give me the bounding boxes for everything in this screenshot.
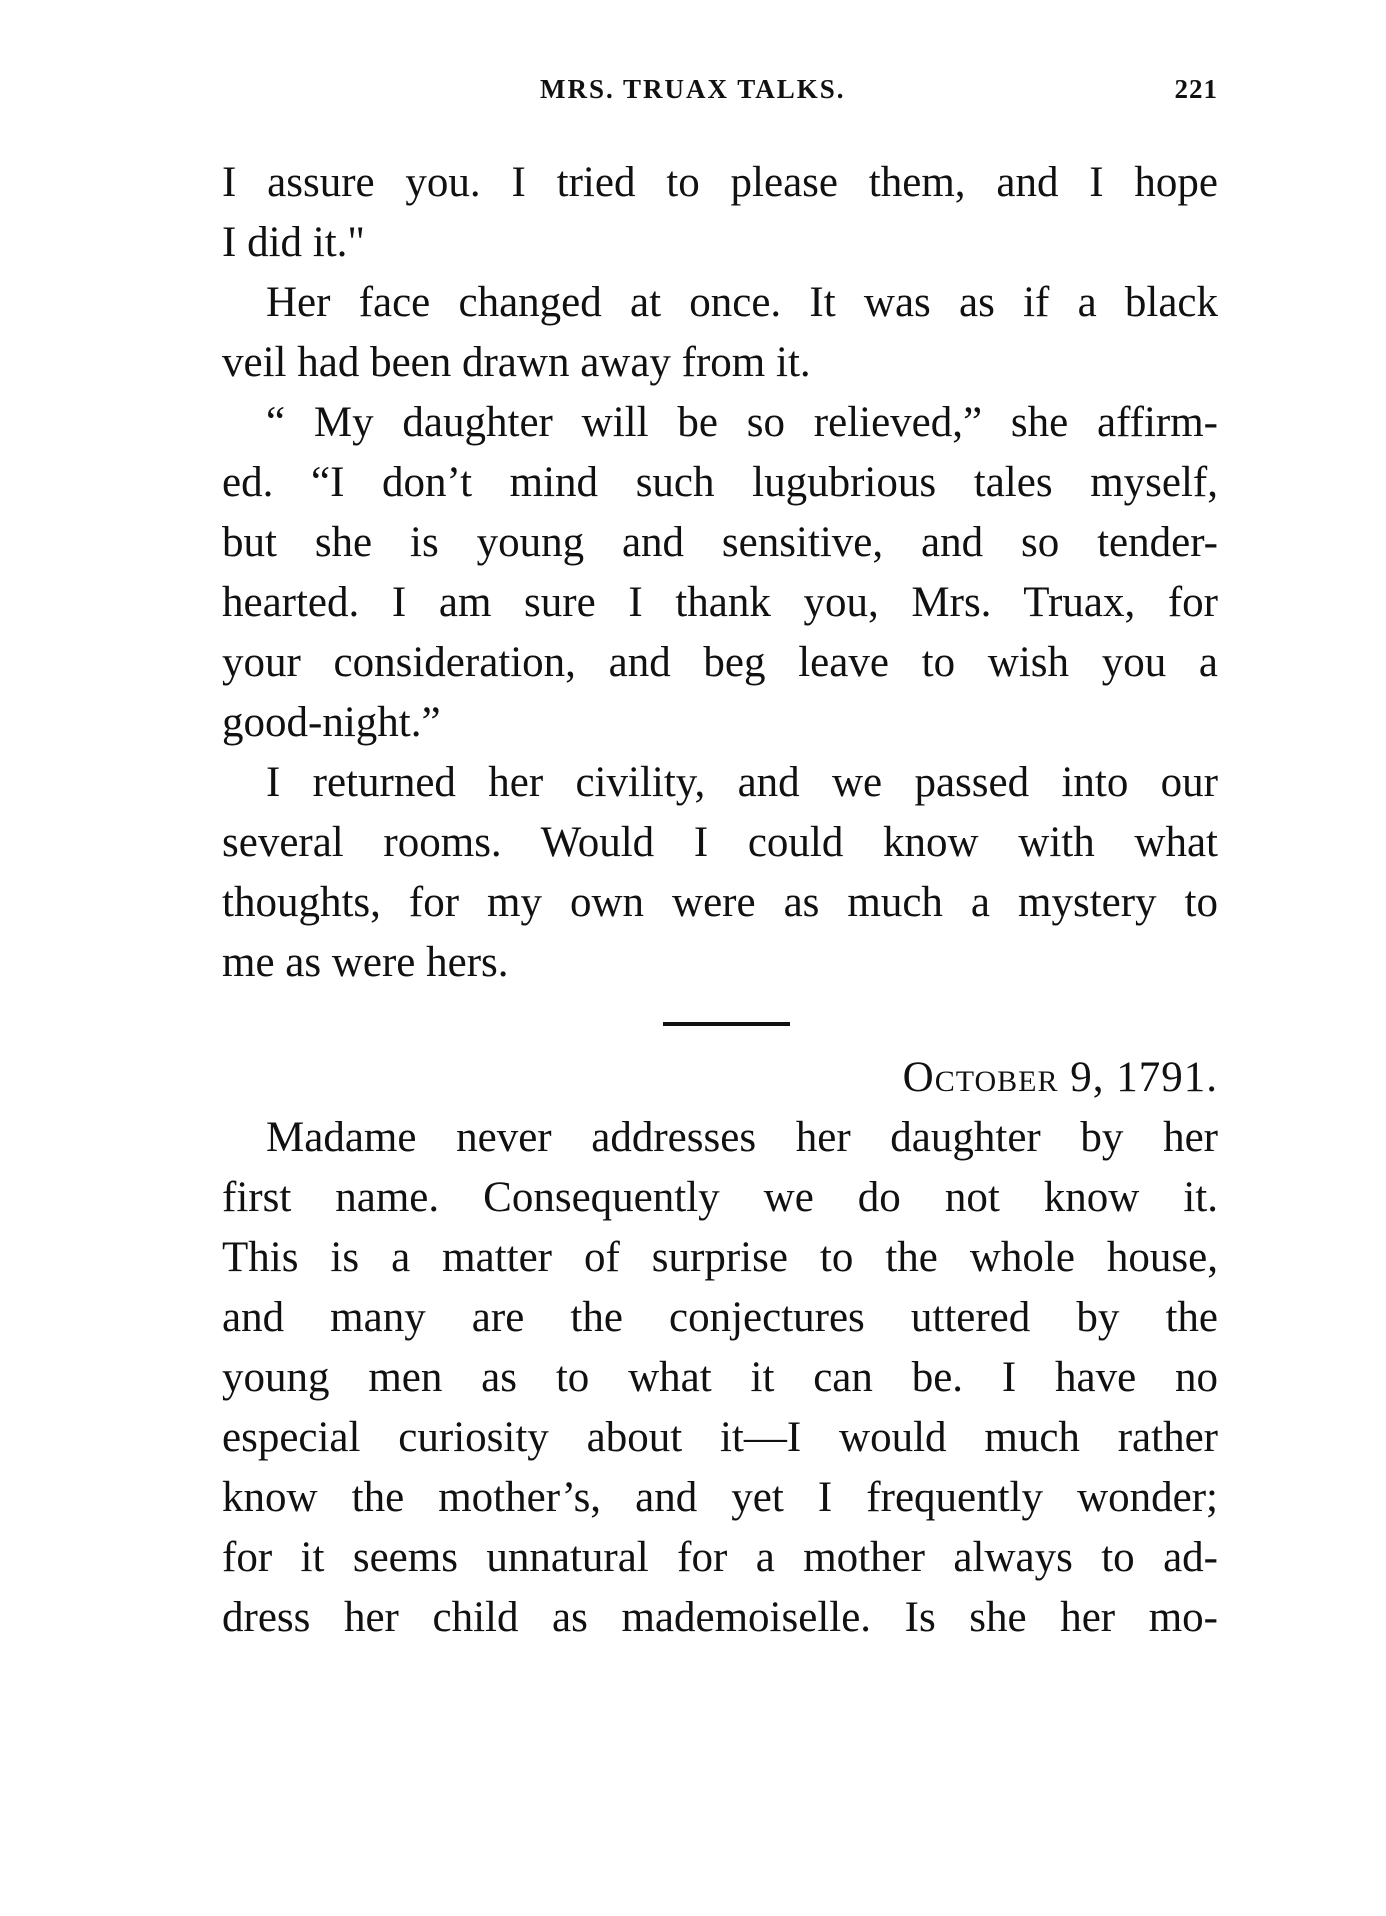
text-line: me as were hers.: [222, 939, 509, 986]
text-line: for it seems unnatural for a mother always to ad-: [222, 1534, 1218, 1581]
dateline: October 9, 1791.: [902, 1054, 1218, 1101]
text-line: thoughts, for my own were as much a mystery to: [222, 879, 1218, 926]
page-number: 221: [1174, 74, 1218, 104]
text-line: I assure you. I tried to please them, and I hope: [222, 159, 1218, 206]
text-line: but she is young and sensitive, and so tender-: [222, 519, 1218, 566]
running-title: MRS. TRUAX TALKS.: [540, 74, 846, 104]
running-head: [222, 74, 1218, 114]
paragraph-5: [222, 1108, 1218, 1648]
text-line: your consideration, and beg leave to wish you a: [222, 639, 1218, 686]
text-line: and many are the conjectures uttered by the: [222, 1294, 1218, 1341]
paragraph-2: [222, 273, 1218, 393]
text-line: dress her child as mademoiselle. Is she her mo-: [222, 1594, 1218, 1641]
text-line: especial curiosity about it—I would much rather: [222, 1414, 1218, 1461]
text-line: veil had been drawn away from it.: [222, 339, 811, 386]
section-divider: [663, 1022, 790, 1026]
text-line: I did it.": [222, 219, 365, 266]
text-line: “ My daughter will be so relieved,” she affirm-: [266, 399, 1218, 446]
text-line: several rooms. Would I could know with what: [222, 819, 1218, 866]
text-line: Madame never addresses her daughter by her: [266, 1114, 1218, 1161]
text-line: young men as to what it can be. I have no: [222, 1354, 1218, 1401]
text-line: know the mother’s, and yet I frequently wonder;: [222, 1474, 1218, 1521]
text-line: hearted. I am sure I thank you, Mrs. Truax, for: [222, 579, 1218, 626]
text-line: This is a matter of surprise to the whole house,: [222, 1234, 1218, 1281]
text-line: Her face changed at once. It was as if a black: [266, 279, 1218, 326]
paragraph-3: [222, 393, 1218, 753]
paragraph-4: [222, 753, 1218, 993]
paragraph-1: [222, 153, 1218, 273]
text-line: first name. Consequently we do not know it.: [222, 1174, 1218, 1221]
text-line: good-night.”: [222, 699, 441, 746]
text-line: ed. “I don’t mind such lugubrious tales myself,: [222, 459, 1218, 506]
text-line: I returned her civility, and we passed into our: [266, 759, 1218, 806]
